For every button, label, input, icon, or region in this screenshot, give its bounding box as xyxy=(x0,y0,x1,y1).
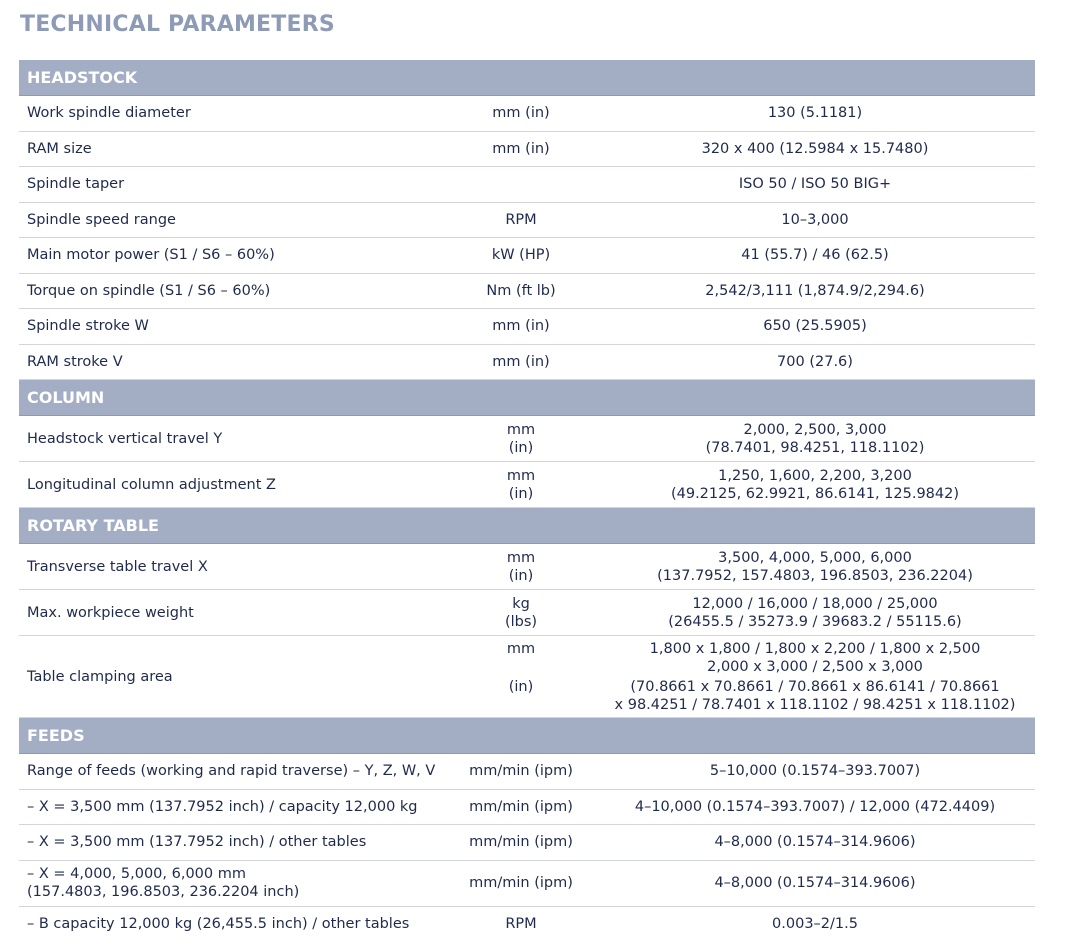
param-label: Torque on spindle (S1 / S6 – 60%) xyxy=(27,282,271,299)
unit-imperial: (in) xyxy=(508,567,534,584)
table-row xyxy=(19,132,1035,168)
unit-metric: mm xyxy=(506,549,536,566)
param-value: 320 x 400 (12.5984 x 15.7480) xyxy=(701,140,929,157)
param-unit: kW (HP) xyxy=(491,247,551,264)
param-unit: mm/min (ipm) xyxy=(469,875,573,891)
param-value: 130 (5.1181) xyxy=(767,105,863,122)
param-unit: mm/min (ipm) xyxy=(469,834,573,851)
param-value: 4–8,000 (0.1574–314.9606) xyxy=(714,875,916,891)
table-row xyxy=(19,309,1035,345)
param-unit xyxy=(447,421,595,457)
section-header-feeds: FEEDS xyxy=(19,718,1035,754)
param-value xyxy=(595,640,1035,714)
value-line: x 98.4251 / 78.7401 x 118.1102 / 98.4251 x 118.1102) xyxy=(614,696,1016,713)
table-row xyxy=(19,907,1035,943)
param-unit xyxy=(447,640,595,714)
value-line: 2,000 x 3,000 / 2,500 x 3,000 xyxy=(707,658,923,675)
param-value: 700 (27.6) xyxy=(777,353,853,370)
param-value: ISO 50 / ISO 50 BIG+ xyxy=(738,176,892,193)
label-line: – X = 4,000, 5,000, 6,000 mm xyxy=(27,866,246,882)
unit-imperial: (in) xyxy=(508,485,534,502)
section-header-column: COLUMN xyxy=(19,380,1035,416)
value-imperial: (49.2125, 62.9921, 86.6141, 125.9842) xyxy=(670,485,960,502)
table-row xyxy=(19,167,1035,203)
table-row xyxy=(19,590,1035,636)
value-metric: 12,000 / 16,000 / 18,000 / 25,000 xyxy=(692,595,938,612)
param-value: 10–3,000 xyxy=(781,211,849,228)
table-row xyxy=(19,96,1035,132)
table-row xyxy=(19,345,1035,381)
param-label: – X = 3,500 mm (137.7952 inch) / capacity 12,000 kg xyxy=(27,798,418,815)
table-row xyxy=(19,416,1035,462)
param-unit: mm/min (ipm) xyxy=(469,798,573,815)
param-label: Range of feeds (working and rapid traverse) – Y, Z, W, V xyxy=(27,763,436,780)
page-title: TECHNICAL PARAMETERS xyxy=(20,12,335,37)
param-unit: mm (in) xyxy=(492,105,550,122)
param-unit: RPM xyxy=(505,211,537,228)
table-row xyxy=(19,462,1035,508)
unit-metric: mm xyxy=(506,640,536,657)
table-row xyxy=(19,544,1035,590)
value-imperial: (78.7401, 98.4251, 118.1102) xyxy=(705,439,925,456)
unit-imperial: (in) xyxy=(508,439,534,456)
unit-metric: mm xyxy=(506,421,536,438)
value-metric: 1,250, 1,600, 2,200, 3,200 xyxy=(718,467,912,484)
param-label xyxy=(19,865,447,901)
param-unit: Nm (ft lb) xyxy=(486,282,556,299)
param-label: Spindle speed range xyxy=(27,211,176,228)
value-imperial xyxy=(595,678,1035,714)
param-unit xyxy=(447,467,595,503)
param-label: – X = 3,500 mm (137.7952 inch) / other tables xyxy=(27,834,367,851)
param-value: 4–8,000 (0.1574–314.9606) xyxy=(714,834,916,851)
table-row xyxy=(19,238,1035,274)
label-line: (157.4803, 196.8503, 236.2204 inch) xyxy=(27,884,300,900)
section-header-rotary-table: ROTARY TABLE xyxy=(19,508,1035,544)
param-unit: mm (in) xyxy=(492,318,550,335)
param-label: Transverse table travel X xyxy=(27,558,208,575)
param-unit: mm (in) xyxy=(492,353,550,370)
param-value: 41 (55.7) / 46 (62.5) xyxy=(741,247,889,264)
param-label: – B capacity 12,000 kg (26,455.5 inch) / other tables xyxy=(27,916,410,933)
table-row xyxy=(19,636,1035,718)
value-imperial: (137.7952, 157.4803, 196.8503, 236.2204) xyxy=(657,567,973,584)
param-value xyxy=(595,421,1035,457)
table-row xyxy=(19,274,1035,310)
table-row xyxy=(19,825,1035,861)
param-value: 4–10,000 (0.1574–393.7007) / 12,000 (472.4409) xyxy=(634,798,996,815)
unit-metric: mm xyxy=(506,467,536,484)
param-unit xyxy=(447,595,595,631)
unit-imperial: (in) xyxy=(508,678,534,695)
value-line: (70.8661 x 70.8661 / 70.8661 x 86.6141 / 70.8661 xyxy=(630,678,1000,695)
value-metric: 2,000, 2,500, 3,000 xyxy=(743,421,887,438)
param-label: RAM size xyxy=(27,140,92,157)
parameters-table xyxy=(19,60,1035,942)
param-value: 0.003–2/1.5 xyxy=(772,916,858,933)
param-value: 2,542/3,111 (1,874.9/2,294.6) xyxy=(705,282,925,299)
param-unit: mm (in) xyxy=(492,140,550,157)
value-line: 1,800 x 1,800 / 1,800 x 2,200 / 1,800 x 2,500 xyxy=(649,640,981,657)
table-row xyxy=(19,754,1035,790)
param-label: Spindle taper xyxy=(27,176,125,193)
param-label: RAM stroke V xyxy=(27,353,123,370)
param-label: Work spindle diameter xyxy=(27,105,191,122)
param-label: Max. workpiece weight xyxy=(27,604,194,621)
unit-imperial: (lbs) xyxy=(504,613,538,630)
value-imperial: (26455.5 / 35273.9 / 39683.2 / 55115.6) xyxy=(668,613,962,630)
table-row xyxy=(19,790,1035,826)
table-row xyxy=(19,203,1035,239)
param-unit: mm/min (ipm) xyxy=(469,763,573,780)
param-label: Headstock vertical travel Y xyxy=(27,430,223,447)
param-value xyxy=(595,595,1035,631)
param-value xyxy=(595,467,1035,503)
value-metric: 3,500, 4,000, 5,000, 6,000 xyxy=(718,549,912,566)
param-value: 650 (25.5905) xyxy=(763,318,867,335)
table-row xyxy=(19,861,1035,907)
section-header-headstock: HEADSTOCK xyxy=(19,60,1035,96)
param-label: Main motor power (S1 / S6 – 60%) xyxy=(27,247,275,264)
unit-metric: kg xyxy=(512,595,530,612)
param-value: 5–10,000 (0.1574–393.7007) xyxy=(709,763,921,780)
param-label: Table clamping area xyxy=(27,668,173,685)
param-unit: RPM xyxy=(505,916,537,933)
param-unit xyxy=(447,549,595,585)
value-metric xyxy=(595,640,1035,676)
param-label: Longitudinal column adjustment Z xyxy=(27,476,276,493)
param-value xyxy=(595,549,1035,585)
param-label: Spindle stroke W xyxy=(27,318,149,335)
